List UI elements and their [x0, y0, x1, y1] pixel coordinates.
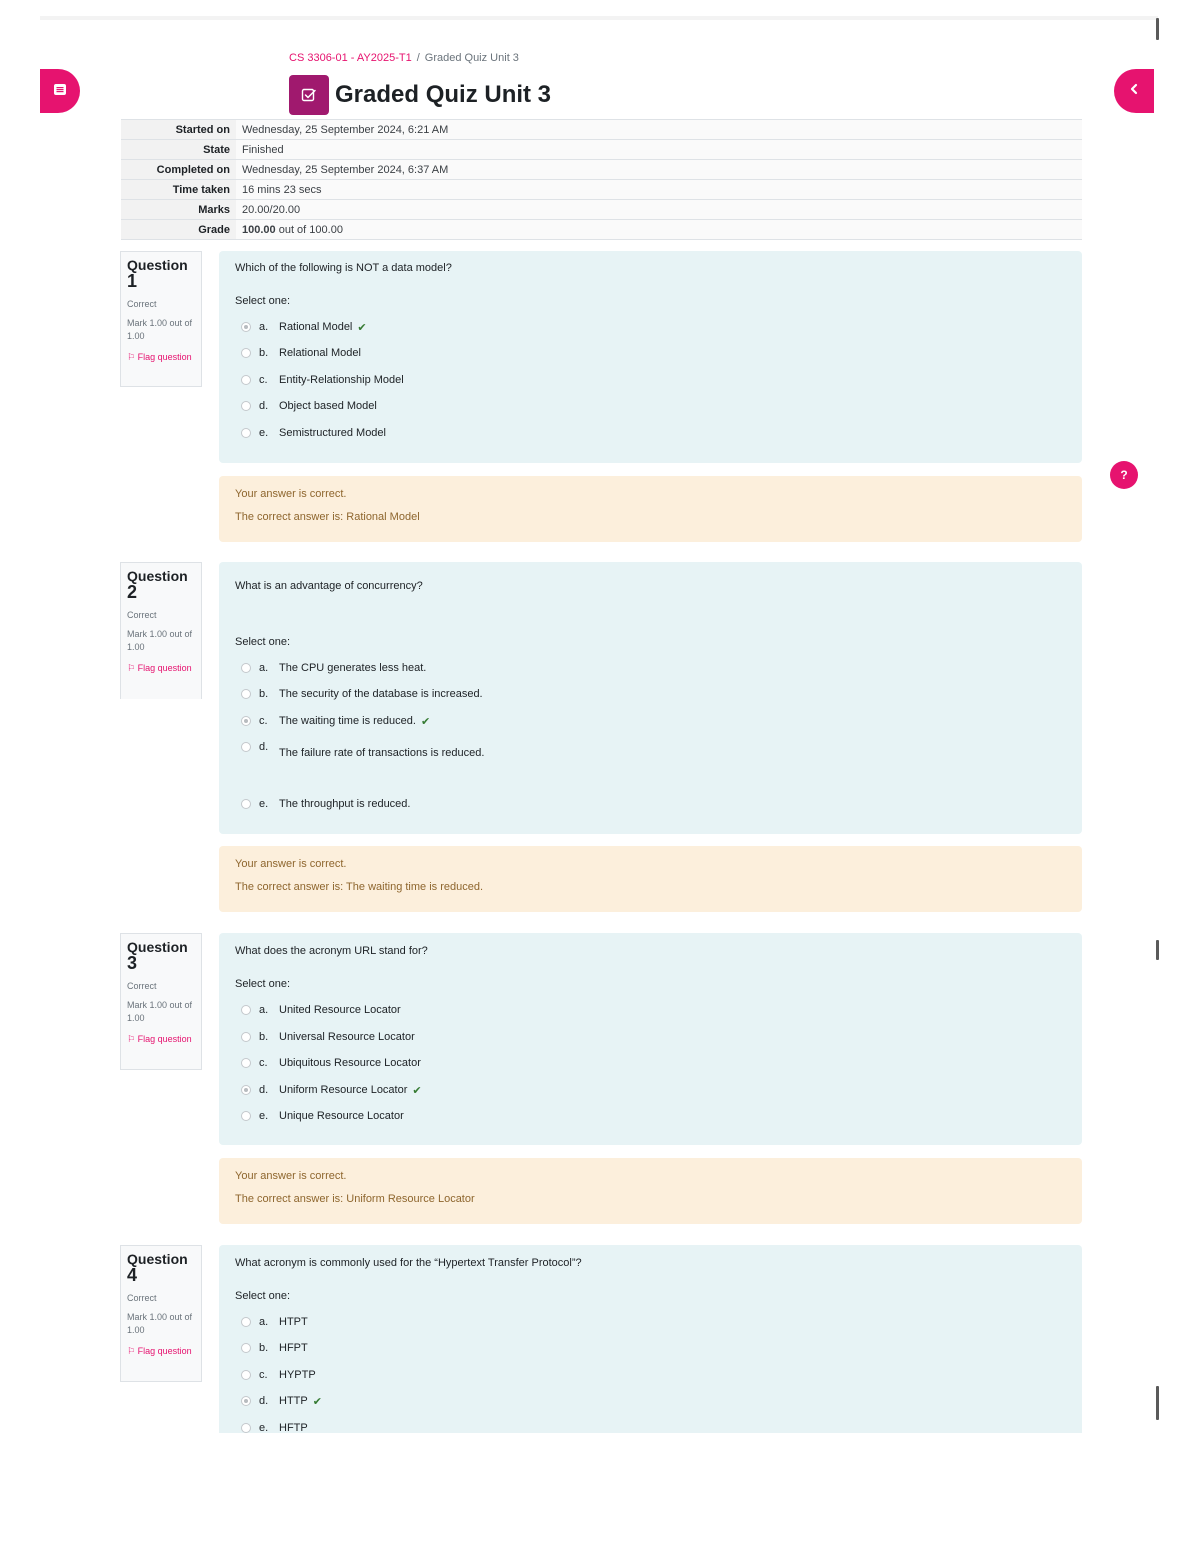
- summary-value: Finished: [236, 140, 1082, 160]
- correct-check-icon: ✔: [420, 715, 431, 728]
- question-label: Question: [127, 939, 188, 955]
- answer-option[interactable]: [241, 1056, 421, 1070]
- summary-value: 16 mins 23 secs: [236, 180, 1082, 200]
- block-drawer-button[interactable]: [1114, 69, 1154, 113]
- summary-row-started: [121, 120, 1082, 140]
- answer-option[interactable]: [241, 399, 377, 413]
- flag-question-link[interactable]: [127, 351, 195, 364]
- breadcrumb-separator: /: [416, 52, 420, 64]
- answer-option[interactable]: [241, 373, 404, 387]
- radio-button[interactable]: [241, 348, 251, 358]
- correct-check-icon: ✔: [412, 1084, 422, 1097]
- option-letter: c.: [259, 1057, 268, 1069]
- question-info: [120, 933, 202, 1070]
- option-text: Semistructured Model: [279, 427, 386, 439]
- option-letter: e.: [259, 1110, 269, 1122]
- select-one-prompt: Select one:: [235, 636, 291, 648]
- question-grade: Mark 1.00 out of 1.00: [127, 1000, 193, 1023]
- question-number: 4: [127, 1265, 138, 1285]
- answer-option[interactable]: [241, 1341, 308, 1355]
- question-label: Question: [127, 257, 188, 273]
- option-letter: d.: [259, 741, 269, 753]
- correct-check-icon: ✔: [312, 1395, 322, 1408]
- option-letter: a.: [259, 321, 269, 333]
- select-one-prompt: Select one:: [235, 1290, 291, 1302]
- summary-value: Wednesday, 25 September 2024, 6:21 AM: [236, 120, 1082, 140]
- radio-button[interactable]: [241, 1396, 251, 1406]
- option-text: Object based Model: [279, 400, 377, 412]
- summary-label: Grade: [121, 220, 236, 240]
- question-feedback: [219, 1158, 1082, 1224]
- summary-label: Marks: [121, 200, 236, 220]
- chevron-left-icon: [1129, 82, 1139, 100]
- grade-value: 100.00: [242, 223, 276, 236]
- option-letter: b.: [259, 347, 269, 359]
- answer-option[interactable]: [241, 687, 483, 701]
- option-letter: e.: [259, 427, 269, 439]
- help-button[interactable]: ?: [1110, 461, 1138, 489]
- option-text: The security of the database is increased.: [279, 688, 483, 700]
- option-text: Ubiquitous Resource Locator: [279, 1057, 421, 1069]
- question-number: 1: [127, 271, 138, 291]
- option-letter: a.: [259, 662, 269, 674]
- summary-row-grade: [121, 220, 1082, 240]
- radio-button[interactable]: [241, 799, 251, 809]
- option-letter: c.: [259, 1369, 268, 1381]
- question-grade: Mark 1.00 out of 1.00: [127, 629, 193, 652]
- radio-button[interactable]: [241, 716, 251, 726]
- flag-icon: ⚐: [127, 352, 138, 362]
- breadcrumb: [289, 52, 519, 64]
- option-letter: a.: [259, 1004, 269, 1016]
- answer-option[interactable]: [241, 1030, 415, 1044]
- summary-row-state: [121, 140, 1082, 160]
- summary-value: 20.00/20.00: [236, 200, 1082, 220]
- option-letter: d.: [259, 1395, 269, 1407]
- answer-option[interactable]: [241, 797, 410, 811]
- answer-option[interactable]: [241, 320, 367, 334]
- question-state: Correct: [127, 299, 157, 309]
- flag-question-link[interactable]: [127, 662, 195, 675]
- option-text: Unique Resource Locator: [279, 1110, 404, 1122]
- option-letter: b.: [259, 688, 269, 700]
- flag-icon: ⚐: [127, 1034, 138, 1044]
- right-answer-text: The correct answer is: Uniform Resource Locator: [235, 1193, 475, 1205]
- answer-option[interactable]: [241, 1394, 322, 1408]
- attempt-summary-table: [121, 119, 1082, 240]
- answer-option[interactable]: [241, 426, 386, 440]
- scroll-edge-marker: [1156, 18, 1159, 40]
- option-text: The CPU generates less heat.: [279, 662, 427, 674]
- question-grade: Mark 1.00 out of 1.00: [127, 318, 193, 341]
- option-letter: d.: [259, 400, 269, 412]
- answer-option[interactable]: [241, 1421, 308, 1433]
- option-text: Rational Model: [279, 321, 353, 333]
- flag-icon: ⚐: [127, 663, 138, 673]
- scroll-edge-marker: [1156, 940, 1159, 960]
- question-number: 3: [127, 953, 138, 973]
- radio-button[interactable]: [241, 689, 251, 699]
- question-formulation: [219, 933, 1082, 1145]
- feedback-text: Your answer is correct.: [235, 858, 347, 870]
- option-text: The throughput is reduced.: [279, 798, 411, 810]
- option-text: Entity-Relationship Model: [279, 374, 404, 386]
- breadcrumb-course-link[interactable]: CS 3306-01 - AY2025-T1: [289, 52, 412, 64]
- radio-button[interactable]: [241, 1317, 251, 1327]
- option-letter: e.: [259, 1422, 269, 1433]
- option-text: The waiting time is reduced.: [279, 715, 416, 727]
- flag-label: Flag question: [137, 1034, 192, 1044]
- radio-button[interactable]: [241, 1343, 251, 1353]
- question-feedback: [219, 846, 1082, 912]
- select-one-prompt: Select one:: [235, 978, 291, 990]
- option-text: HFTP: [279, 1422, 308, 1433]
- question-number: 2: [127, 582, 138, 602]
- option-letter: b.: [259, 1342, 269, 1354]
- question-state: Correct: [127, 981, 157, 991]
- question-formulation: [219, 251, 1082, 463]
- flag-icon: ⚐: [127, 1346, 138, 1356]
- radio-button[interactable]: [241, 663, 251, 673]
- page-title: Graded Quiz Unit 3: [335, 81, 552, 108]
- option-letter: d.: [259, 1084, 269, 1096]
- summary-row-time: [121, 180, 1082, 200]
- option-text: HFPT: [279, 1342, 308, 1354]
- option-text: HTPT: [279, 1316, 308, 1328]
- question-text: What acronym is commonly used for the “Hypertext Transfer Protocol”?: [235, 1257, 582, 1269]
- right-answer-text: The correct answer is: Rational Model: [235, 511, 420, 523]
- radio-button[interactable]: [241, 322, 251, 332]
- feedback-text: Your answer is correct.: [235, 1170, 347, 1182]
- answer-option[interactable]: [241, 1109, 404, 1123]
- grade-out-of: out of 100.00: [275, 223, 343, 236]
- radio-button[interactable]: [241, 375, 251, 385]
- radio-button[interactable]: [241, 1423, 251, 1433]
- summary-label: Started on: [121, 120, 236, 140]
- question-formulation: [219, 1245, 1082, 1433]
- select-one-prompt: Select one:: [235, 295, 291, 307]
- answer-option[interactable]: [241, 1315, 308, 1329]
- flag-question-link[interactable]: [127, 1033, 195, 1046]
- summary-label: Completed on: [121, 160, 236, 180]
- option-letter: b.: [259, 1031, 269, 1043]
- scroll-edge-marker: [1156, 1386, 1159, 1420]
- option-text: Relational Model: [279, 347, 361, 359]
- radio-button[interactable]: [241, 742, 251, 752]
- question-text: What does the acronym URL stand for?: [235, 945, 428, 957]
- question-info: [120, 1245, 202, 1382]
- question-text: Which of the following is NOT a data model?: [235, 262, 452, 274]
- option-letter: c.: [259, 374, 268, 386]
- option-text: Uniform Resource Locator: [279, 1084, 408, 1096]
- question-label: Question: [127, 568, 188, 584]
- summary-label: Time taken: [121, 180, 236, 200]
- answer-option[interactable]: [241, 741, 484, 769]
- flag-question-link[interactable]: [127, 1345, 195, 1358]
- radio-button[interactable]: [241, 1111, 251, 1121]
- list-icon: [54, 82, 66, 100]
- option-letter: a.: [259, 1316, 269, 1328]
- quiz-checkbox-icon: [289, 75, 329, 115]
- question-state: Correct: [127, 610, 157, 620]
- question-state: Correct: [127, 1293, 157, 1303]
- radio-button[interactable]: [241, 1370, 251, 1380]
- question-grade: Mark 1.00 out of 1.00: [127, 1312, 193, 1335]
- answer-option[interactable]: [241, 1083, 422, 1097]
- option-letter: e.: [259, 798, 269, 810]
- radio-button[interactable]: [241, 401, 251, 411]
- page-header: [289, 75, 551, 115]
- feedback-text: Your answer is correct.: [235, 488, 347, 500]
- radio-button[interactable]: [241, 1085, 251, 1095]
- option-text: HYPTP: [279, 1369, 316, 1381]
- summary-value: Wednesday, 25 September 2024, 6:37 AM: [236, 160, 1082, 180]
- summary-label: State: [121, 140, 236, 160]
- question-info: [120, 562, 202, 699]
- option-letter: c.: [259, 715, 268, 727]
- radio-button[interactable]: [241, 1005, 251, 1015]
- answer-option[interactable]: [241, 346, 361, 360]
- answer-option[interactable]: [241, 1368, 316, 1382]
- question-text: What is an advantage of concurrency?: [235, 580, 423, 592]
- question-feedback: [219, 476, 1082, 542]
- breadcrumb-current: Graded Quiz Unit 3: [424, 52, 519, 64]
- summary-value: [236, 220, 1082, 240]
- option-text: The failure rate of transactions is reduced.: [279, 747, 485, 759]
- answer-option[interactable]: [241, 1003, 401, 1017]
- correct-check-icon: ✔: [357, 321, 367, 334]
- option-text: United Resource Locator: [279, 1004, 401, 1016]
- answer-option[interactable]: [241, 714, 430, 728]
- answer-option[interactable]: [241, 661, 426, 675]
- option-text: Universal Resource Locator: [279, 1031, 415, 1043]
- flag-label: Flag question: [137, 1346, 192, 1356]
- question-label: Question: [127, 1251, 188, 1267]
- radio-button[interactable]: [241, 1032, 251, 1042]
- summary-row-completed: [121, 160, 1082, 180]
- question-formulation: [219, 562, 1082, 834]
- right-answer-text: The correct answer is: The waiting time is reduced.: [235, 881, 484, 893]
- course-index-drawer-button[interactable]: [40, 69, 80, 113]
- radio-button[interactable]: [241, 428, 251, 438]
- question-info: [120, 251, 202, 387]
- option-text: HTTP: [279, 1395, 308, 1407]
- summary-row-marks: [121, 200, 1082, 220]
- flag-label: Flag question: [137, 352, 192, 362]
- top-navbar: [40, 16, 1158, 20]
- flag-label: Flag question: [137, 663, 192, 673]
- radio-button[interactable]: [241, 1058, 251, 1068]
